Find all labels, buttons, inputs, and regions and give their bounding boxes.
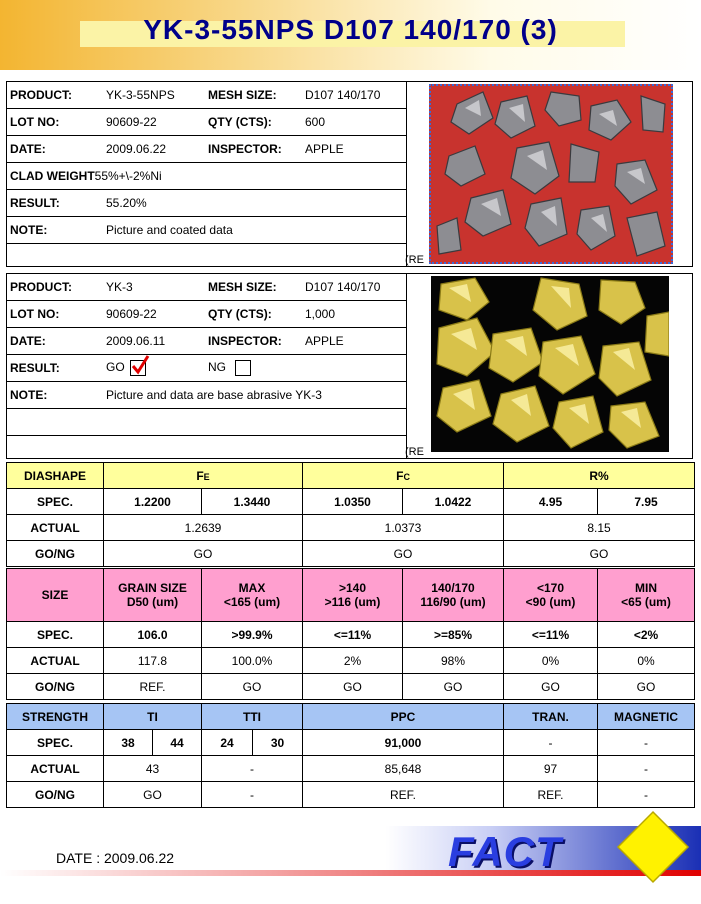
spec-cell: 7.95 [598,489,695,515]
info-row [7,382,406,409]
lt170-header [504,569,598,622]
gong-cell: - [598,782,695,808]
header-line: <90 (um) [525,595,576,609]
inspector-value: APPLE [302,328,406,355]
header-line: D50 (um) [126,595,179,609]
strength-table [6,703,695,808]
mesh-size-label: MESH SIZE: [205,274,302,301]
table-row [7,782,695,808]
actual-label: ACTUAL [7,515,104,541]
result-label: RESULT: [7,355,103,382]
qty-label: QTY (CTS): [205,109,302,136]
coated-info-table [7,82,406,272]
spec-label: SPEC. [7,730,104,756]
note-label: NOTE: [7,382,103,409]
gong-label: GO/NG [7,674,104,700]
date-label: DATE: [7,136,103,163]
gong-cell: REF. [303,782,504,808]
actual-cell: - [598,756,695,782]
clad-weight-label: CLAD WEIGHT [10,169,95,183]
spec-cell: 38 [104,730,153,756]
page-title: YK-3-55NPS D107 140/170 (3) [143,14,558,45]
fe-header: FE [104,463,303,489]
actual-cell: 85,648 [303,756,504,782]
gong-cell: GO [504,541,695,567]
lot-no-label: LOT NO: [7,109,103,136]
gong-cell: GO [303,541,504,567]
info-row [7,355,406,382]
coated-product-panel [6,81,693,267]
header-line: <65 (um) [621,595,671,609]
diamond-logo-icon [616,810,690,884]
header-line: 116/90 (um) [420,595,486,609]
coated-diamond-image [431,86,671,262]
go-label: GO [106,360,125,375]
grain-size-header [104,569,202,622]
mesh-size-label: MESH SIZE: [205,82,302,109]
size-header: SIZE [7,569,104,622]
table-row [7,648,695,674]
spec-cell: <=11% [504,622,598,648]
footer-date: DATE : 2009.06.22 [56,850,175,866]
inspector-label: INSPECTOR: [205,328,302,355]
ng-label: NG [208,360,226,375]
inspector-label: INSPECTOR: [205,136,302,163]
tran-header: TRAN. [504,704,598,730]
info-row [7,436,406,465]
table-row [7,489,695,515]
lot-no-value: 90609-22 [103,301,205,328]
info-row [7,217,406,244]
header-line: >116 (um) [324,595,381,609]
info-row [7,244,406,273]
actual-label: ACTUAL [7,756,104,782]
product-label: PRODUCT: [7,274,103,301]
coated-diamond-photo [429,84,673,264]
actual-cell: 98% [403,648,504,674]
gong-cell: GO [104,541,303,567]
info-row [7,163,406,190]
gong-cell: REF. [504,782,598,808]
mesh-140-170-header [403,569,504,622]
table-row [7,674,695,700]
fe-subscript: E [203,471,210,482]
product-value: YK-3 [103,274,205,301]
lot-no-label: LOT NO: [7,301,103,328]
actual-cell: - [202,756,303,782]
actual-label: ACTUAL [7,648,104,674]
table-row [7,541,695,567]
base-diamond-photo [431,276,669,452]
table-row [7,622,695,648]
product-value: YK-3-55NPS [103,82,205,109]
fc-subscript: C [403,471,410,482]
gong-cell: REF. [104,674,202,700]
gong-cell: GO [403,674,504,700]
inspector-value: APPLE [302,136,406,163]
info-row [7,82,406,109]
go-checkbox[interactable] [130,360,146,376]
note-label: NOTE: [7,217,103,244]
spec-label: SPEC. [7,489,104,515]
note-value: Picture and coated data [103,217,406,244]
gong-cell: GO [202,674,303,700]
ppc-header: PPC [303,704,504,730]
info-row [7,409,406,436]
spec-cell: <=11% [303,622,403,648]
info-row [7,274,406,301]
spec-cell: 1.3440 [202,489,303,515]
table-header-row [7,569,695,622]
spec-cell: - [504,730,598,756]
spec-cell: 4.95 [504,489,598,515]
header-line: GRAIN SIZE [118,581,187,595]
fact-logo: FACT [448,828,562,875]
base-info-table [7,274,406,464]
gong-label: GO/NG [7,541,104,567]
mesh-size-value: D107 140/170 [302,274,406,301]
fc-header: FC [303,463,504,489]
info-row [7,328,406,355]
spec-cell: 106.0 [104,622,202,648]
header-line: >140 [338,581,367,595]
actual-cell: 8.15 [504,515,695,541]
check-icon [130,355,150,375]
ti-header: TI [104,704,202,730]
lot-no-value: 90609-22 [103,109,205,136]
note-value: Picture and data are base abrasive YK-3 [103,382,406,409]
gong-cell: GO [598,674,695,700]
header-line: MIN [635,581,657,595]
gong-cell: - [202,782,303,808]
spec-cell: 30 [253,730,303,756]
info-row [7,109,406,136]
photo-caption: (RE [405,446,424,458]
spec-cell: 24 [202,730,253,756]
info-row [7,190,406,217]
actual-cell: 1.2639 [104,515,303,541]
result-label: RESULT: [7,190,103,217]
clad-weight-value: 55%+\-2%Ni [94,169,162,183]
header-line: <165 (um) [223,595,281,609]
min-header [598,569,695,622]
actual-cell: 1.0373 [303,515,504,541]
spec-cell: 44 [153,730,202,756]
actual-cell: 43 [104,756,202,782]
spec-cell: 91,000 [303,730,504,756]
spec-cell: <2% [598,622,695,648]
gong-cell: GO [504,674,598,700]
strength-header: STRENGTH [7,704,104,730]
qty-value: 600 [302,109,406,136]
spec-cell: - [598,730,695,756]
ng-checkbox[interactable] [235,360,251,376]
photo-caption: (RE [405,254,424,266]
header-line: MAX [238,581,266,595]
info-row [7,301,406,328]
actual-cell: 117.8 [104,648,202,674]
table-row [7,730,695,756]
base-diamond-image [431,276,669,452]
magnetic-header: MAGNETIC [598,704,695,730]
table-row [7,515,695,541]
actual-cell: 2% [303,648,403,674]
date-value: 2009.06.22 [103,136,205,163]
spec-cell: 1.2200 [104,489,202,515]
date-label: DATE: [7,328,103,355]
actual-cell: 0% [598,648,695,674]
table-row [7,756,695,782]
actual-cell: 0% [504,648,598,674]
info-row [7,136,406,163]
spec-cell: >99.9% [202,622,303,648]
gong-label: GO/NG [7,782,104,808]
mesh-size-value: D107 140/170 [302,82,406,109]
qty-label: QTY (CTS): [205,301,302,328]
spec-cell: >=85% [403,622,504,648]
table-header-row [7,463,695,489]
diashape-header: DIASHAPE [7,463,104,489]
actual-cell: 97 [504,756,598,782]
table-header-row [7,704,695,730]
footer-red-stripe [0,870,701,876]
actual-cell: 100.0% [202,648,303,674]
size-table [6,568,695,700]
product-label: PRODUCT: [7,82,103,109]
max-header [202,569,303,622]
header-line: <170 [536,581,565,595]
spec-cell: 1.0422 [403,489,504,515]
spec-cell: 1.0350 [303,489,403,515]
qty-value: 1,000 [302,301,406,328]
spec-label: SPEC. [7,622,104,648]
header-line: 140/170 [431,581,475,595]
gong-cell: GO [303,674,403,700]
gong-cell: GO [104,782,202,808]
result-value: 55.20% [103,190,406,217]
diashape-table [6,462,695,567]
tti-header: TTI [202,704,303,730]
base-abrasive-panel [6,273,693,459]
r-percent-header: R% [504,463,695,489]
gt140-header [303,569,403,622]
date-value: 2009.06.11 [103,328,205,355]
